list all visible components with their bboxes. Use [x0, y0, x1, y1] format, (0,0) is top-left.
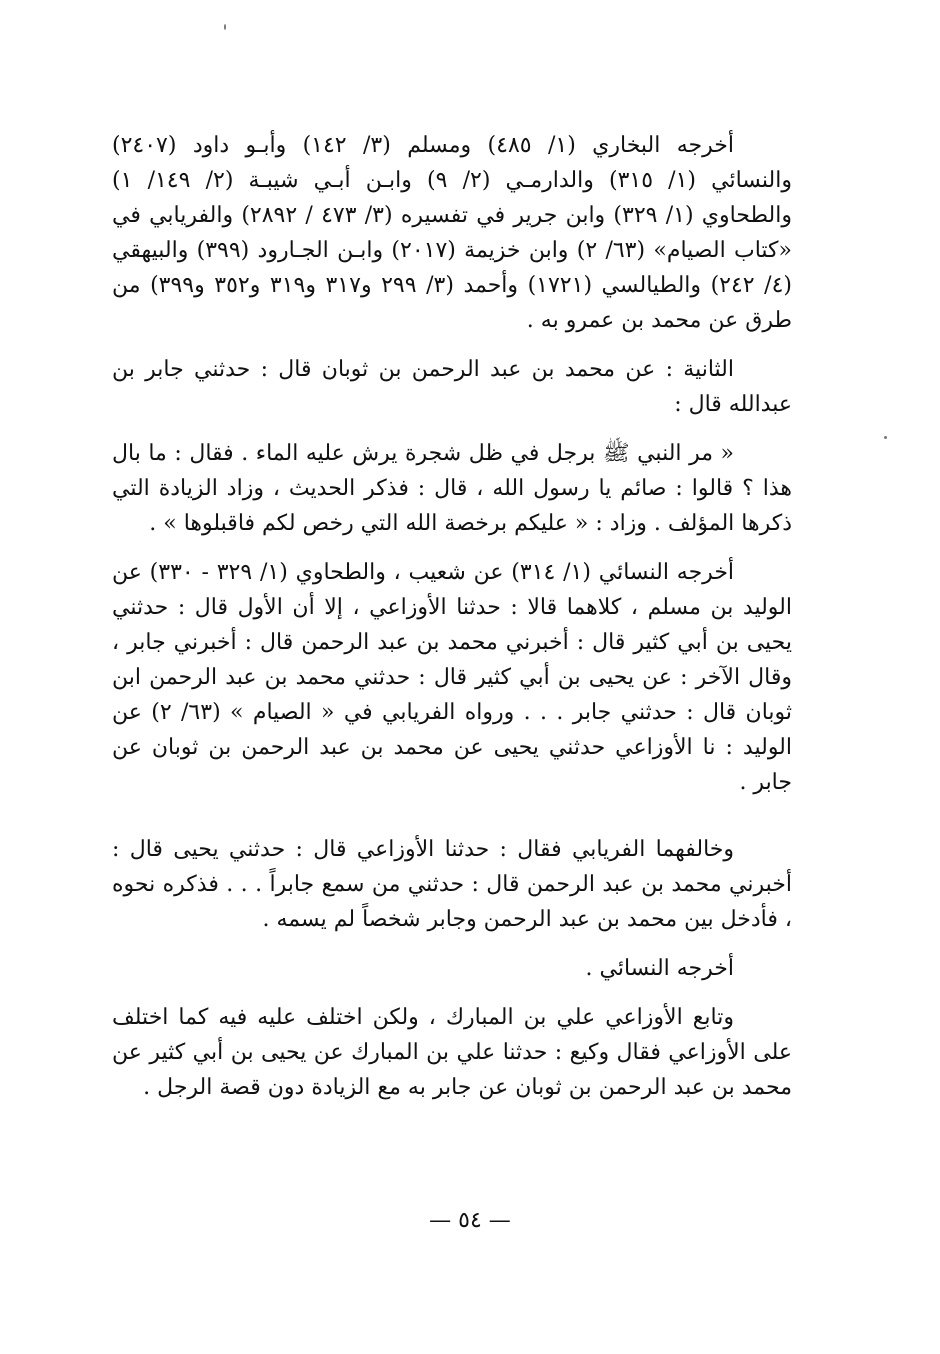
paragraph-takhrij-2: أخرجه النسائي (١/ ٣١٤) عن شعيب ، والطحاوي (١/ ٣٢٩ - ٣٣٠) عن الوليد بن مسلم ، كلاهما قالا : حدثنا الأوزاعي ، إلا أن الأول قال : حدثني يحيى بن أبي كثير قال : أخبرني محمد بن عبد الرحمن قال : أخبرني جابر ، وقال الآخر : عن يحيى بن أبي كثير قال : حدثني محمد بن عبد الرحمن ابن ثوبان قال : حدثني جابر . . . ورواه الفريابي في « الصيام » (٦٣/ ٢) عن الوليد : نا الأوزاعي حدثني يحيى عن محمد بن عبد الرحمن بن ثوبان عن جابر .: [112, 560, 793, 795]
page-body: [112, 128, 792, 1105]
paragraph-hadith-text: « مر النبي ﷺ برجل في ظل شجرة يرش عليه الماء . فقال : ما بال هذا ؟ قالوا : صائم يا رسول الله ، قال : فذكر الحديث ، وزاد الزيادة التي ذكرها المؤلف . وزاد : « عليكم برخصة الله التي رخص لكم فاقبلوها » .: [112, 441, 792, 536]
scan-speck: [224, 24, 226, 30]
paragraph-nasai-note: أخرجه النسائي .: [585, 956, 734, 981]
paragraph-second-narration: الثانية : عن محمد بن عبد الرحمن بن ثوبان قال : حدثني جابر بن عبدالله قال :: [112, 357, 792, 417]
paragraph-takhrij-1: أخرجه البخاري (١/ ٤٨٥) ومسلم (٣/ ١٤٢) وأبـو داود (٢٤٠٧) والنسائي (١/ ٣١٥) والدارمـي (٢/ ٩) وابـن أبـي شيبـة (٢/ ١٤٩/ ١) والطحاوي (١/ ٣٢٩) وابن جرير في تفسيره (٣/ ٤٧٣ / ٢٨٩٢) والفريابي في «كتاب الصيام» (٦٣/ ٢) وابن خزيمة (٢٠١٧) وابـن الجـارود (٣٩٩) والبيهقي (٤/ ٢٤٢) والطيالسي (١٧٢١) وأحمد (٣/ ٢٩٩ و٣١٧ و٣١٩ و٣٥٢ و٣٩٩) من طرق عن محمد بن عمرو به .: [112, 133, 793, 333]
scan-speck: [884, 436, 887, 439]
paragraph-faryabi-variant: وخالفهما الفريابي فقال : حدثنا الأوزاعي قال : حدثني يحيى قال : أخبرني محمد بن عبد الرحمن قال : حدثني من سمع جابراً . . . فذكره نحوه ، فأدخل بين محمد بن عبد الرحمن وجابر شخصاً لم يسمه .: [112, 837, 792, 932]
paragraph-ali-ibn-mubarak: وتابع الأوزاعي علي بن المبارك ، ولكن اختلف عليه فيه كما اختلف على الأوزاعي فقال وكيع : حدثنا علي بن المبارك عن يحيى بن أبي كثير عن محمد بن عبد الرحمن بن ثوبان عن جابر به مع الزيادة دون قصة الرجل .: [112, 1005, 792, 1100]
page-number: — ٥٤ —: [429, 1208, 511, 1233]
